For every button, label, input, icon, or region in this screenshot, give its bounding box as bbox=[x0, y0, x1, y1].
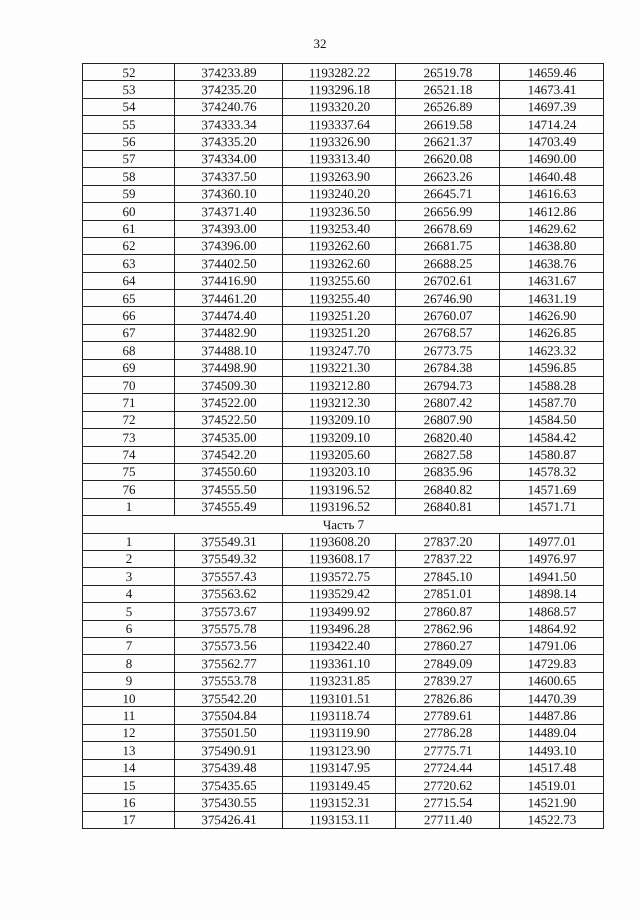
coord-y2-cell: 14638.76 bbox=[500, 254, 604, 272]
coord-y2-cell: 14571.69 bbox=[500, 480, 604, 498]
coord-y-cell: 1193205.60 bbox=[283, 446, 396, 465]
section-header-body bbox=[83, 516, 604, 533]
coord-x-cell: 375504.84 bbox=[175, 706, 283, 725]
coord-x-cell: 374360.10 bbox=[175, 185, 283, 204]
table-row bbox=[83, 794, 604, 811]
point-number-cell: 6 bbox=[83, 620, 175, 638]
page-number: 32 bbox=[313, 36, 327, 51]
coord-x-cell: 375563.62 bbox=[175, 585, 283, 604]
table-row bbox=[83, 742, 604, 759]
point-number-cell: 11 bbox=[83, 706, 175, 724]
coord-x-cell: 374550.60 bbox=[175, 463, 283, 482]
coord-y2-cell: 14864.92 bbox=[500, 619, 604, 637]
table-row bbox=[83, 307, 604, 324]
table-row bbox=[83, 463, 604, 480]
coord-y-cell: 1193209.10 bbox=[283, 428, 396, 447]
point-number-cell: 68 bbox=[83, 341, 175, 359]
coord-x-cell: 375542.20 bbox=[175, 689, 283, 708]
coord-x-cell: 374522.00 bbox=[175, 393, 283, 412]
coord-x2-cell: 26645.71 bbox=[396, 185, 500, 203]
point-number-cell: 70 bbox=[83, 376, 175, 394]
coord-y-cell: 1193203.10 bbox=[283, 463, 396, 482]
table-row bbox=[83, 411, 604, 428]
section-title: Часть 7 bbox=[83, 513, 604, 536]
coord-y2-cell: 14673.41 bbox=[500, 80, 604, 98]
coord-x2-cell: 26820.40 bbox=[396, 428, 500, 446]
coord-x-cell: 375573.56 bbox=[175, 637, 283, 656]
coord-y2-cell: 14596.85 bbox=[500, 359, 604, 377]
coord-y-cell: 1193196.52 bbox=[283, 498, 396, 517]
coord-y2-cell: 14626.90 bbox=[500, 306, 604, 324]
table-row bbox=[83, 377, 604, 394]
coord-x-cell: 374337.50 bbox=[175, 167, 283, 186]
point-number-cell: 1 bbox=[83, 533, 175, 551]
coord-x-cell: 375562.77 bbox=[175, 654, 283, 673]
coord-y-cell: 1193212.80 bbox=[283, 376, 396, 395]
table-row bbox=[83, 429, 604, 446]
coord-y2-cell: 14629.62 bbox=[500, 219, 604, 237]
coord-x2-cell: 27860.27 bbox=[396, 637, 500, 655]
coord-x-cell: 375573.67 bbox=[175, 602, 283, 621]
coord-x-cell: 374474.40 bbox=[175, 306, 283, 325]
point-number-cell: 14 bbox=[83, 759, 175, 777]
table-row bbox=[83, 272, 604, 289]
point-number-cell: 65 bbox=[83, 289, 175, 307]
table-row bbox=[83, 811, 604, 828]
coord-x-cell: 374482.90 bbox=[175, 324, 283, 343]
point-number-cell: 73 bbox=[83, 428, 175, 446]
point-number-cell: 67 bbox=[83, 324, 175, 342]
table-row bbox=[83, 672, 604, 689]
coord-x-cell: 374555.49 bbox=[175, 498, 283, 517]
coord-y2-cell: 14631.19 bbox=[500, 289, 604, 307]
coord-y-cell: 1193282.22 bbox=[283, 63, 396, 82]
table-row bbox=[83, 568, 604, 585]
coord-y-cell: 1193326.90 bbox=[283, 132, 396, 151]
coord-x-cell: 375501.50 bbox=[175, 724, 283, 743]
point-number-cell: 56 bbox=[83, 133, 175, 151]
coord-x2-cell: 26619.58 bbox=[396, 115, 500, 133]
coord-y-cell: 1193119.90 bbox=[283, 724, 396, 743]
coord-y-cell: 1193101.51 bbox=[283, 689, 396, 708]
point-number-cell: 13 bbox=[83, 741, 175, 759]
coord-y2-cell: 14580.87 bbox=[500, 446, 604, 464]
table-body-part-7 bbox=[83, 533, 604, 829]
point-number-cell: 74 bbox=[83, 446, 175, 464]
coord-y-cell: 1193608.17 bbox=[283, 550, 396, 569]
coord-y-cell: 1193212.30 bbox=[283, 393, 396, 412]
coordinates-table bbox=[82, 63, 604, 829]
coord-x2-cell: 27826.86 bbox=[396, 689, 500, 707]
table-row bbox=[83, 446, 604, 463]
point-number-cell: 1 bbox=[83, 498, 175, 516]
table-row bbox=[83, 168, 604, 185]
table-row bbox=[83, 707, 604, 724]
coord-x2-cell: 27849.09 bbox=[396, 654, 500, 672]
point-number-cell: 17 bbox=[83, 811, 175, 829]
coord-x-cell: 374402.50 bbox=[175, 254, 283, 273]
coord-y2-cell: 14638.80 bbox=[500, 237, 604, 255]
coord-x2-cell: 27711.40 bbox=[396, 811, 500, 829]
coord-y2-cell: 14519.01 bbox=[500, 776, 604, 794]
coord-x2-cell: 27789.61 bbox=[396, 706, 500, 724]
coord-y-cell: 1193251.20 bbox=[283, 306, 396, 325]
table-row bbox=[83, 359, 604, 376]
coord-x-cell: 375557.43 bbox=[175, 567, 283, 586]
point-number-cell: 60 bbox=[83, 202, 175, 220]
coord-y2-cell: 14941.50 bbox=[500, 567, 604, 585]
point-number-cell: 16 bbox=[83, 793, 175, 811]
coord-x2-cell: 26678.69 bbox=[396, 219, 500, 237]
table-row bbox=[83, 237, 604, 254]
table-row bbox=[83, 690, 604, 707]
coord-x2-cell: 27724.44 bbox=[396, 759, 500, 777]
coord-y2-cell: 14640.48 bbox=[500, 167, 604, 185]
point-number-cell: 62 bbox=[83, 237, 175, 255]
point-number-cell: 63 bbox=[83, 254, 175, 272]
table-row bbox=[83, 394, 604, 411]
coord-y-cell: 1193422.40 bbox=[283, 637, 396, 656]
section-row bbox=[83, 516, 604, 533]
coord-y-cell: 1193251.20 bbox=[283, 324, 396, 343]
table-row bbox=[83, 64, 604, 81]
coord-x-cell: 374240.76 bbox=[175, 98, 283, 117]
point-number-cell: 75 bbox=[83, 463, 175, 481]
coord-y2-cell: 14631.67 bbox=[500, 272, 604, 290]
coord-y-cell: 1193499.92 bbox=[283, 602, 396, 621]
coord-x2-cell: 26526.89 bbox=[396, 98, 500, 116]
coord-x2-cell: 27837.20 bbox=[396, 533, 500, 551]
coord-y-cell: 1193196.52 bbox=[283, 480, 396, 499]
point-number-cell: 2 bbox=[83, 550, 175, 568]
coord-x2-cell: 26702.61 bbox=[396, 272, 500, 290]
coord-y-cell: 1193337.64 bbox=[283, 115, 396, 134]
coord-x-cell: 375575.78 bbox=[175, 619, 283, 638]
coord-y2-cell: 14729.83 bbox=[500, 654, 604, 672]
coord-x2-cell: 26807.90 bbox=[396, 411, 500, 429]
coord-y-cell: 1193240.20 bbox=[283, 185, 396, 204]
coord-y-cell: 1193221.30 bbox=[283, 359, 396, 378]
coord-y-cell: 1193147.95 bbox=[283, 759, 396, 778]
coord-y2-cell: 14493.10 bbox=[500, 741, 604, 759]
coord-x-cell: 375490.91 bbox=[175, 741, 283, 760]
point-number-cell: 54 bbox=[83, 98, 175, 116]
point-number-cell: 3 bbox=[83, 567, 175, 585]
table-row bbox=[83, 116, 604, 133]
coord-x2-cell: 26840.81 bbox=[396, 498, 500, 516]
table-row bbox=[83, 150, 604, 167]
table-row bbox=[83, 185, 604, 202]
coord-y2-cell: 14976.97 bbox=[500, 550, 604, 568]
coord-x2-cell: 27851.01 bbox=[396, 585, 500, 603]
coord-x2-cell: 26746.90 bbox=[396, 289, 500, 307]
table-row bbox=[83, 133, 604, 150]
table-row bbox=[83, 324, 604, 341]
coord-x2-cell: 27837.22 bbox=[396, 550, 500, 568]
coord-y-cell: 1193572.75 bbox=[283, 567, 396, 586]
coord-y2-cell: 14623.32 bbox=[500, 341, 604, 359]
table-row bbox=[83, 533, 604, 550]
coord-y2-cell: 14487.86 bbox=[500, 706, 604, 724]
table-row bbox=[83, 342, 604, 359]
table-row bbox=[83, 759, 604, 776]
table-row bbox=[83, 655, 604, 672]
coord-x2-cell: 26840.82 bbox=[396, 480, 500, 498]
coord-y2-cell: 14521.90 bbox=[500, 793, 604, 811]
table-row bbox=[83, 203, 604, 220]
coord-x2-cell: 26760.07 bbox=[396, 306, 500, 324]
point-number-cell: 12 bbox=[83, 724, 175, 742]
table-row bbox=[83, 620, 604, 637]
coord-y2-cell: 14578.32 bbox=[500, 463, 604, 481]
coord-x2-cell: 26835.96 bbox=[396, 463, 500, 481]
table-row bbox=[83, 98, 604, 115]
point-number-cell: 8 bbox=[83, 654, 175, 672]
table-row bbox=[83, 481, 604, 498]
coord-y2-cell: 14898.14 bbox=[500, 585, 604, 603]
coord-y-cell: 1193231.85 bbox=[283, 672, 396, 691]
coord-y2-cell: 14571.71 bbox=[500, 498, 604, 516]
table-body-part-before bbox=[83, 64, 604, 516]
coord-y2-cell: 14517.48 bbox=[500, 759, 604, 777]
coord-x2-cell: 26621.37 bbox=[396, 133, 500, 151]
point-number-cell: 15 bbox=[83, 776, 175, 794]
coord-y-cell: 1193247.70 bbox=[283, 341, 396, 360]
coord-x-cell: 374509.30 bbox=[175, 376, 283, 395]
coord-x2-cell: 26620.08 bbox=[396, 150, 500, 168]
point-number-cell: 52 bbox=[83, 63, 175, 81]
coord-y-cell: 1193236.50 bbox=[283, 202, 396, 221]
coord-y2-cell: 14626.85 bbox=[500, 324, 604, 342]
point-number-cell: 10 bbox=[83, 689, 175, 707]
point-number-cell: 66 bbox=[83, 306, 175, 324]
coord-y-cell: 1193149.45 bbox=[283, 776, 396, 795]
coord-x2-cell: 27775.71 bbox=[396, 741, 500, 759]
coord-x-cell: 374498.90 bbox=[175, 359, 283, 378]
coord-x2-cell: 26784.38 bbox=[396, 359, 500, 377]
coord-x2-cell: 27839.27 bbox=[396, 672, 500, 690]
coord-x2-cell: 27860.87 bbox=[396, 602, 500, 620]
coord-x2-cell: 26688.25 bbox=[396, 254, 500, 272]
coord-y-cell: 1193529.42 bbox=[283, 585, 396, 604]
coord-x2-cell: 26521.18 bbox=[396, 80, 500, 98]
coord-y-cell: 1193361.10 bbox=[283, 654, 396, 673]
coord-y2-cell: 14616.63 bbox=[500, 185, 604, 203]
coord-y2-cell: 14584.50 bbox=[500, 411, 604, 429]
point-number-cell: 5 bbox=[83, 602, 175, 620]
coord-x-cell: 375430.55 bbox=[175, 793, 283, 812]
coord-y2-cell: 14489.04 bbox=[500, 724, 604, 742]
coord-x-cell: 374555.50 bbox=[175, 480, 283, 499]
coord-y-cell: 1193296.18 bbox=[283, 80, 396, 99]
coord-x2-cell: 26623.26 bbox=[396, 167, 500, 185]
point-number-cell: 61 bbox=[83, 220, 175, 238]
point-number-cell: 69 bbox=[83, 359, 175, 377]
coord-x2-cell: 26656.99 bbox=[396, 202, 500, 220]
coord-x-cell: 374335.20 bbox=[175, 132, 283, 151]
coord-y2-cell: 14588.28 bbox=[500, 376, 604, 394]
coord-y2-cell: 14600.65 bbox=[500, 672, 604, 690]
coord-y2-cell: 14791.06 bbox=[500, 637, 604, 655]
coord-y2-cell: 14977.01 bbox=[500, 533, 604, 551]
table-row bbox=[83, 498, 604, 515]
coord-y-cell: 1193152.31 bbox=[283, 793, 396, 812]
coord-y2-cell: 14659.46 bbox=[500, 63, 604, 81]
coord-y-cell: 1193263.90 bbox=[283, 167, 396, 186]
coord-y-cell: 1193320.20 bbox=[283, 98, 396, 117]
coord-y-cell: 1193262.60 bbox=[283, 254, 396, 273]
coord-x2-cell: 27720.62 bbox=[396, 776, 500, 794]
point-number-cell: 59 bbox=[83, 185, 175, 203]
coord-x-cell: 375426.41 bbox=[175, 811, 283, 830]
coord-y2-cell: 14470.39 bbox=[500, 689, 604, 707]
coord-x2-cell: 27845.10 bbox=[396, 567, 500, 585]
coord-y-cell: 1193255.60 bbox=[283, 272, 396, 291]
coord-x-cell: 374396.00 bbox=[175, 237, 283, 256]
point-number-cell: 76 bbox=[83, 480, 175, 498]
coord-x-cell: 374416.90 bbox=[175, 272, 283, 291]
coord-x-cell: 374393.00 bbox=[175, 219, 283, 238]
coord-x-cell: 374333.34 bbox=[175, 115, 283, 134]
point-number-cell: 71 bbox=[83, 393, 175, 411]
coord-x2-cell: 26519.78 bbox=[396, 63, 500, 81]
coord-y-cell: 1193209.10 bbox=[283, 411, 396, 430]
coord-x2-cell: 26807.42 bbox=[396, 393, 500, 411]
point-number-cell: 57 bbox=[83, 150, 175, 168]
coord-x-cell: 374488.10 bbox=[175, 341, 283, 360]
point-number-cell: 58 bbox=[83, 167, 175, 185]
coord-y2-cell: 14714.24 bbox=[500, 115, 604, 133]
coord-y2-cell: 14587.70 bbox=[500, 393, 604, 411]
table-row bbox=[83, 81, 604, 98]
coord-x2-cell: 27862.96 bbox=[396, 619, 500, 637]
coord-x-cell: 375549.32 bbox=[175, 550, 283, 569]
point-number-cell: 64 bbox=[83, 272, 175, 290]
point-number-cell: 55 bbox=[83, 115, 175, 133]
coord-x-cell: 375549.31 bbox=[175, 532, 283, 551]
coord-y-cell: 1193255.40 bbox=[283, 289, 396, 308]
coord-y-cell: 1193262.60 bbox=[283, 237, 396, 256]
coord-x2-cell: 26681.75 bbox=[396, 237, 500, 255]
coord-y-cell: 1193153.11 bbox=[283, 811, 396, 830]
table-row bbox=[83, 550, 604, 567]
table-row bbox=[83, 777, 604, 794]
coord-x-cell: 374461.20 bbox=[175, 289, 283, 308]
point-number-cell: 72 bbox=[83, 411, 175, 429]
coord-x-cell: 375553.78 bbox=[175, 672, 283, 691]
coord-y-cell: 1193253.40 bbox=[283, 219, 396, 238]
point-number-cell: 53 bbox=[83, 80, 175, 98]
coord-y2-cell: 14697.39 bbox=[500, 98, 604, 116]
point-number-cell: 7 bbox=[83, 637, 175, 655]
coord-x2-cell: 26768.57 bbox=[396, 324, 500, 342]
table-row bbox=[83, 724, 604, 741]
coord-y-cell: 1193496.28 bbox=[283, 619, 396, 638]
coord-x-cell: 375435.65 bbox=[175, 776, 283, 795]
table-row bbox=[83, 290, 604, 307]
coord-y2-cell: 14612.86 bbox=[500, 202, 604, 220]
table-row bbox=[83, 603, 604, 620]
table-row bbox=[83, 637, 604, 654]
coord-y-cell: 1193123.90 bbox=[283, 741, 396, 760]
point-number-cell: 4 bbox=[83, 585, 175, 603]
coord-x2-cell: 26794.73 bbox=[396, 376, 500, 394]
coord-x-cell: 374522.50 bbox=[175, 411, 283, 430]
table-row bbox=[83, 585, 604, 602]
coord-y-cell: 1193118.74 bbox=[283, 706, 396, 725]
coord-x2-cell: 26773.75 bbox=[396, 341, 500, 359]
coord-x-cell: 374542.20 bbox=[175, 446, 283, 465]
coord-x-cell: 374233.89 bbox=[175, 63, 283, 82]
coord-y2-cell: 14868.57 bbox=[500, 602, 604, 620]
table-row bbox=[83, 220, 604, 237]
table-row bbox=[83, 255, 604, 272]
coord-y2-cell: 14584.42 bbox=[500, 428, 604, 446]
coord-x2-cell: 26827.58 bbox=[396, 446, 500, 464]
coord-x-cell: 374235.20 bbox=[175, 80, 283, 99]
coord-y-cell: 1193608.20 bbox=[283, 532, 396, 551]
coord-x2-cell: 27715.54 bbox=[396, 793, 500, 811]
coord-y2-cell: 14703.49 bbox=[500, 133, 604, 151]
coord-y-cell: 1193313.40 bbox=[283, 150, 396, 169]
coord-x2-cell: 27786.28 bbox=[396, 724, 500, 742]
coord-y2-cell: 14690.00 bbox=[500, 150, 604, 168]
point-number-cell: 9 bbox=[83, 672, 175, 690]
coord-y2-cell: 14522.73 bbox=[500, 811, 604, 829]
coord-x-cell: 374371.40 bbox=[175, 202, 283, 221]
coord-x-cell: 374334.00 bbox=[175, 150, 283, 169]
coord-x-cell: 375439.48 bbox=[175, 759, 283, 778]
coord-x-cell: 374535.00 bbox=[175, 428, 283, 447]
